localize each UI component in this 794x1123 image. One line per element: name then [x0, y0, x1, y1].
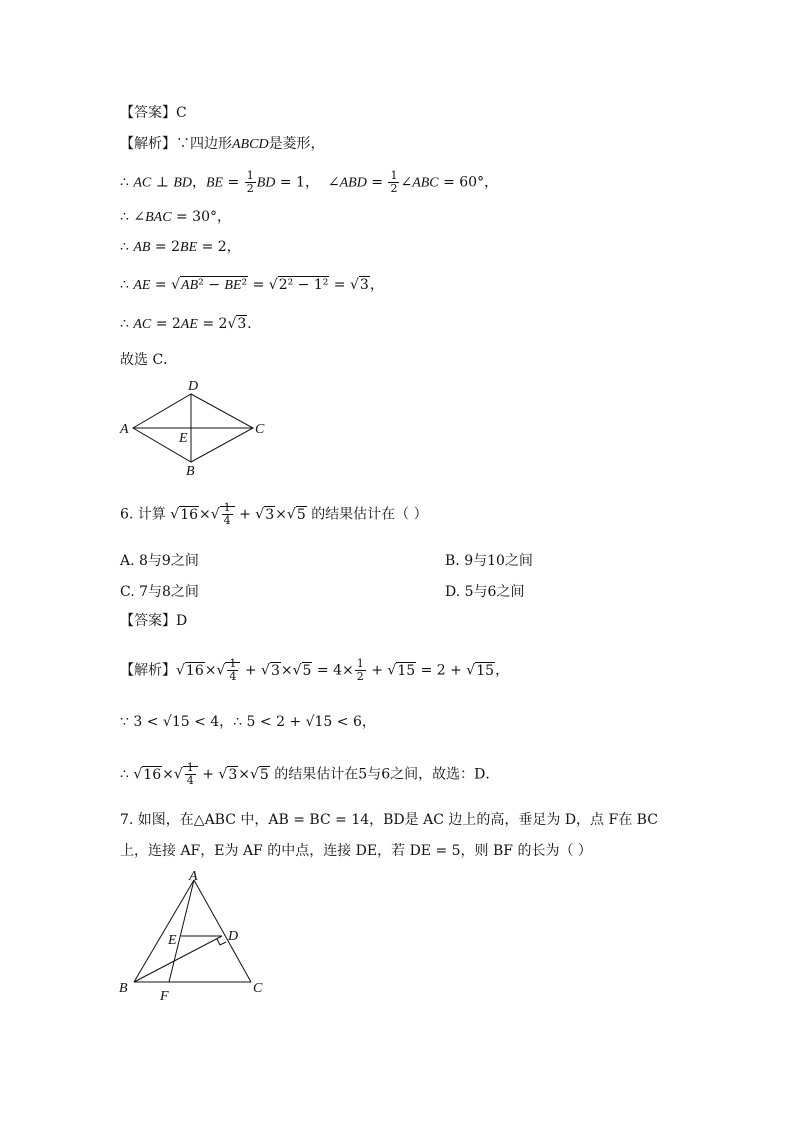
label-f: F [160, 989, 169, 1004]
label-a: A [120, 422, 129, 437]
q6-stem-prefix: 6. 计算 [120, 506, 166, 523]
because-symbol: ∵ [176, 136, 190, 152]
q6-option-c: C. 7与8之间 [120, 584, 199, 600]
q6-stem: 6. 计算 √16×√ $\frac{1}{4}$ + √3×√5 的结果估计在（ ） [120, 501, 428, 527]
label-b: B [119, 981, 128, 996]
label-a: A [189, 869, 198, 884]
analysis-label: 【解析】 [120, 662, 176, 679]
analysis-label: 【解析】 [120, 136, 176, 152]
triangle-figure [112, 868, 282, 1008]
label-c: C [255, 422, 265, 437]
text-abcd: ABCD [232, 137, 269, 152]
label-d: D [228, 929, 239, 944]
label-d: D [188, 379, 199, 394]
text-quad: 四边形 [190, 136, 232, 152]
q6-option-a: A. 8与9之间 [120, 553, 199, 569]
q6-stem-suffix: 的结果估计在（ ） [311, 506, 428, 523]
q5-analysis-line2: ∴ AC ⊥ BD，BE = $\frac{1}{2}$ BD = 1， ∠ABD = $\frac{1}{2}$ ∠ABC = 60°， [120, 169, 499, 195]
q6-answer: 【答案】D [120, 613, 188, 629]
label-e: E [179, 431, 188, 446]
q6-option-b: B. 9与10之间 [445, 553, 533, 569]
label-b: B [186, 464, 195, 478]
q7-stem-line2: 上，连接 AF，E为 AF 的中点，连接 DE，若 DE = 5，则 BF 的长为（ ） [120, 843, 592, 859]
q5-conclusion: 故选 C． [120, 352, 178, 368]
q6-option-d: D. 5与6之间 [445, 584, 525, 600]
q5-analysis-line5: ∴ AE = √AB² − BE² = √2² − 1² = √3， [120, 277, 384, 293]
q7-stem-line1: 7. 如图，在△ABC 中，AB = BC = 14，BD是 AC 边上的高，垂足为 D，点 F在 BC [120, 812, 658, 828]
label-e: E [168, 933, 177, 948]
q5-analysis-line4: ∴ AB = 2BE = 2， [120, 239, 241, 255]
text-rhombus: 是菱形， [268, 136, 325, 152]
q5-analysis-line3: ∴ ∠BAC = 30°， [120, 209, 231, 225]
q6-analysis-line1: 【解析】√16×√ $\frac{1}{4}$ + √3×√5 = 4× $\frac{1}{2}$ + √15 = 2 + √15， [120, 657, 510, 683]
q6-final-suffix: 的结果估计在5与6之间，故选：D． [274, 766, 500, 783]
label-c: C [253, 981, 263, 996]
q5-answer: 【答案】C [120, 105, 187, 121]
q5-analysis-line1 [120, 134, 325, 155]
q6-analysis-line2: ∵ 3 < √15 < 4，∴ 5 < 2 + √15 < 6， [120, 714, 376, 730]
rhombus-figure [118, 378, 278, 478]
q5-analysis-line6: ∴ AC = 2AE = 2√3． [120, 316, 262, 332]
q6-analysis-line3: ∴ √16×√ $\frac{1}{4}$ + √3×√5 的结果估计在5与6之间，故选：D． [120, 761, 500, 787]
